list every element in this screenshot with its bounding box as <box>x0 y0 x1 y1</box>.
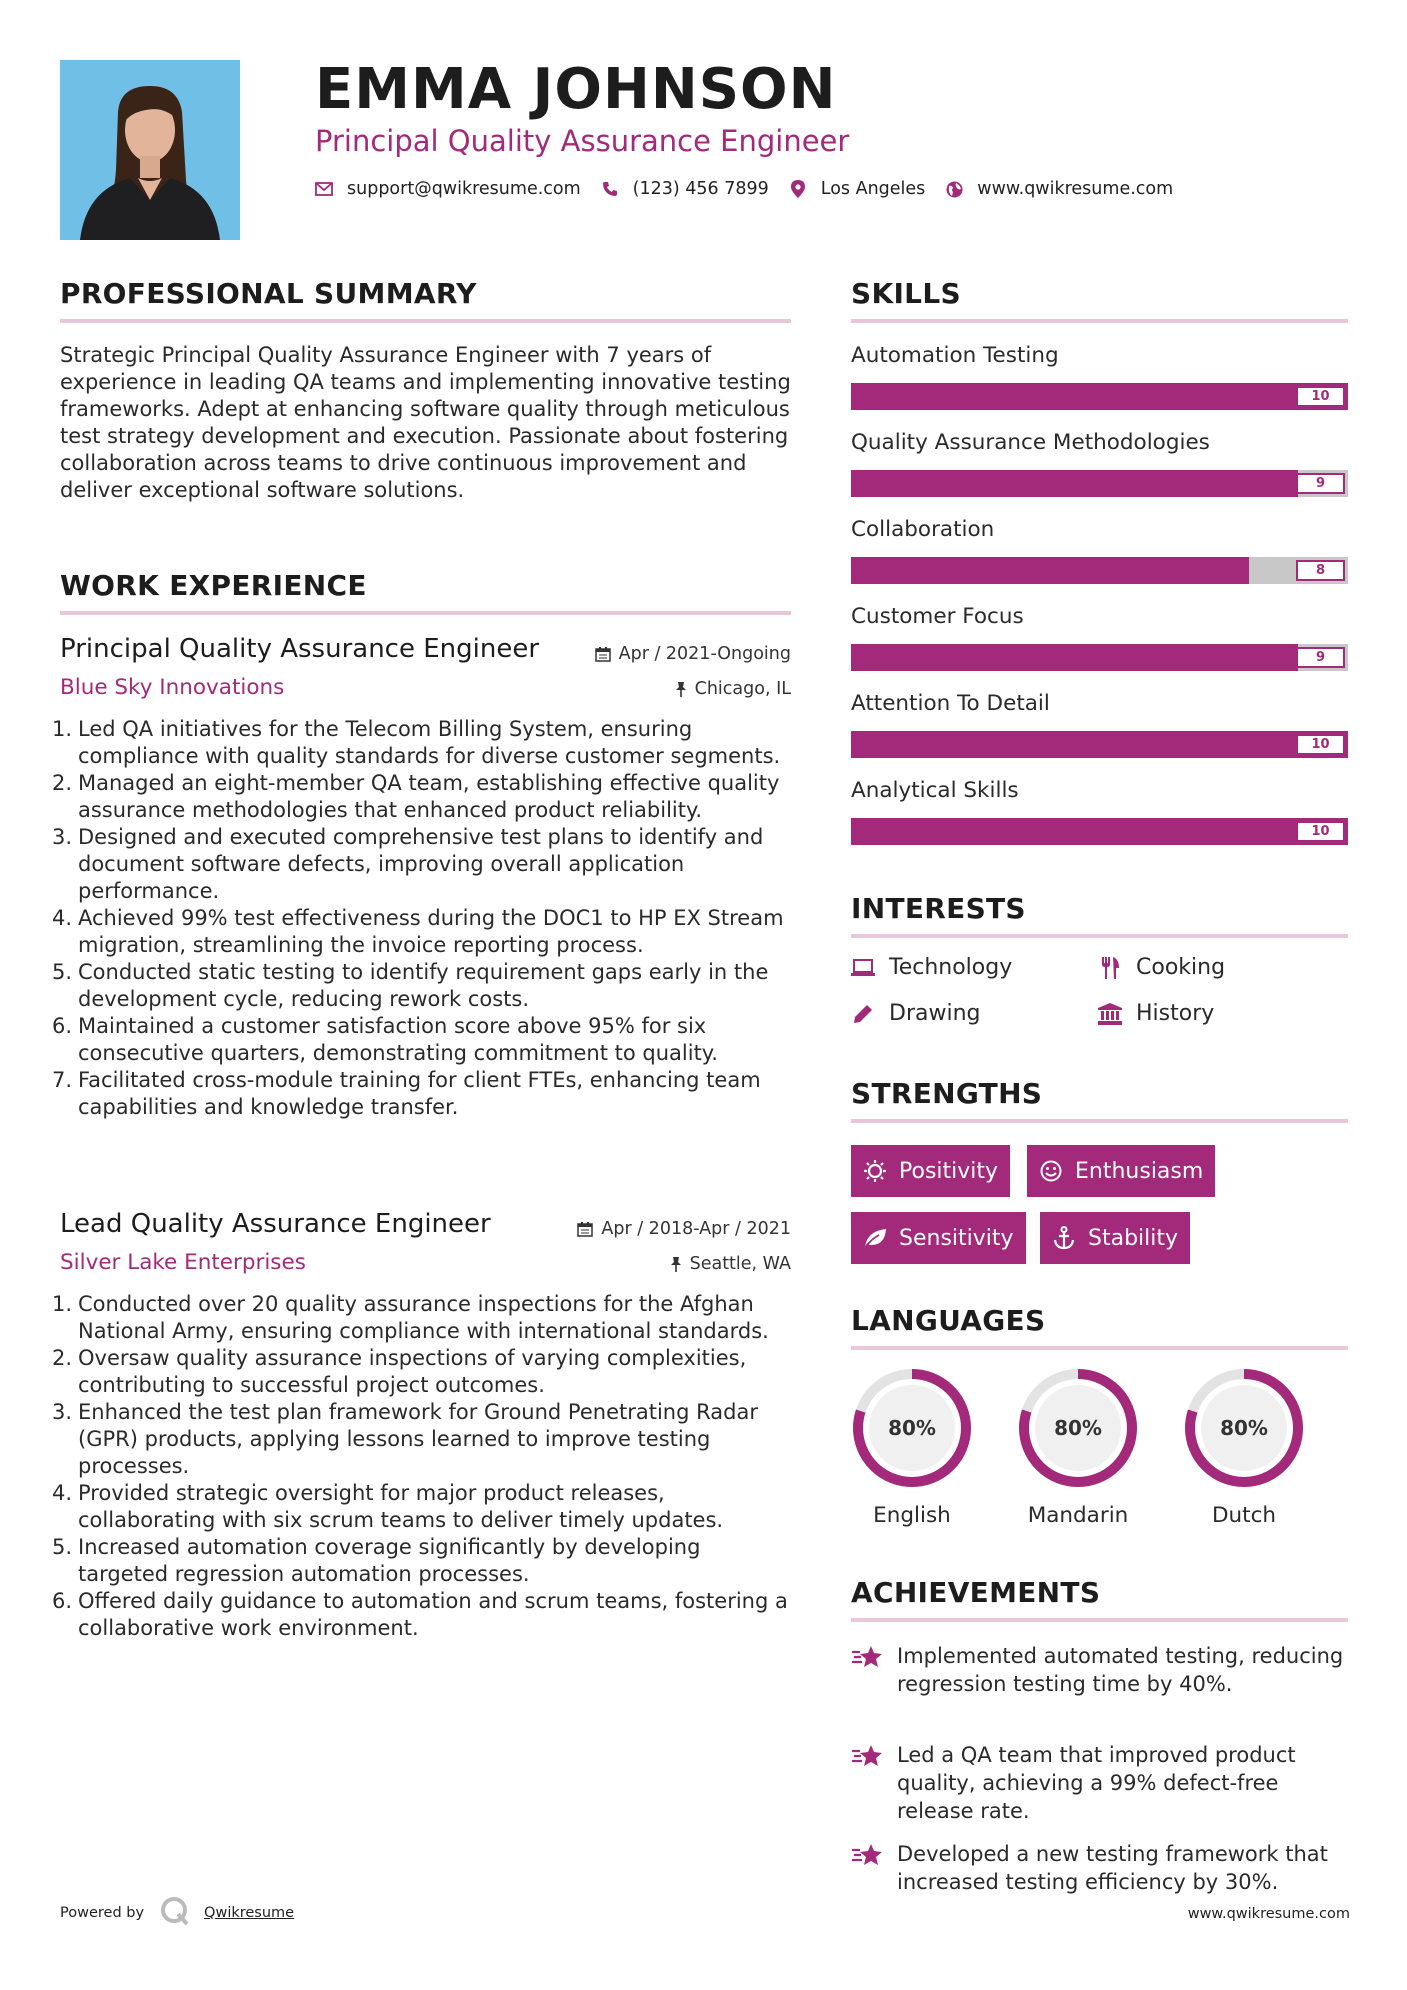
job-date <box>595 644 791 664</box>
job-bullet-list <box>52 1291 797 1642</box>
skill-score: 8 <box>1296 560 1345 581</box>
footer-website[interactable]: www.qwikresume.com <box>1187 1906 1350 1922</box>
job-date <box>577 1219 791 1239</box>
strength-label: Stability <box>1088 1225 1179 1251</box>
job-company: Blue Sky Innovations <box>60 675 285 700</box>
contact-bar <box>315 179 1193 199</box>
pushpin-icon <box>670 1256 682 1272</box>
list-item: 1. Conducted over 20 quality assurance inspections for the Afghan National Army, ensuring compliance with international standards. <box>52 1292 769 1343</box>
list-item: 3. Enhanced the test plan framework for Ground Penetrating Radar (GPR) products, applying lessons learned to improve testing processes. <box>52 1400 758 1478</box>
skill-bar <box>851 644 1348 671</box>
language-ring <box>849 1365 975 1491</box>
achievement-text: Led a QA team that improved product quality, achieving a 99% defect-free release rate. <box>897 1743 1296 1823</box>
powered-by-text: Powered by <box>60 1905 145 1921</box>
interest-label: Cooking <box>1136 955 1226 980</box>
interest-item <box>851 1001 980 1026</box>
strength-label: Sensitivity <box>899 1225 1014 1251</box>
languages-heading: LANGUAGES <box>851 1304 1046 1337</box>
achievement-item <box>851 1642 1351 1698</box>
job-bullet-list <box>52 716 797 1121</box>
shooting-star-icon <box>851 1741 885 1825</box>
skill-bar-fill <box>851 383 1348 410</box>
achievements-rule <box>851 1618 1348 1622</box>
location-text: Los Angeles <box>820 179 926 199</box>
skill-label: Collaboration <box>851 517 995 542</box>
job-title: Lead Quality Assurance Engineer <box>60 1209 491 1239</box>
achievements-heading: ACHIEVEMENTS <box>851 1576 1101 1609</box>
museum-icon <box>1098 1003 1122 1025</box>
skills-rule <box>851 319 1348 323</box>
skills-heading: SKILLS <box>851 277 961 310</box>
strength-badge <box>851 1212 1026 1264</box>
experience-rule <box>60 611 791 615</box>
skill-label: Attention To Detail <box>851 691 1050 716</box>
list-item: 4. Provided strategic oversight for major product releases, collaborating with six scrum teams to deliver timely updates. <box>52 1481 724 1532</box>
strengths-rule <box>851 1119 1348 1123</box>
list-item: 6. Maintained a customer satisfaction score above 95% for six consecutive quarters, demonstrating commitment to quality. <box>52 1014 718 1065</box>
skill-bar-fill <box>851 818 1348 845</box>
skill-bar-fill <box>851 644 1298 671</box>
interest-item <box>1098 1001 1214 1026</box>
interest-label: Technology <box>889 955 1013 980</box>
job-date-text: Apr / 2021-Ongoing <box>618 644 791 664</box>
list-item: 3. Designed and executed comprehensive test plans to identify and document software defects, improving overall application performance. <box>52 825 764 903</box>
interests-heading: INTERESTS <box>851 892 1026 925</box>
strength-label: Enthusiasm <box>1075 1158 1204 1184</box>
email-text: support@qwikresume.com <box>347 179 581 199</box>
strength-badge <box>1027 1145 1215 1197</box>
language-percent: 80% <box>1220 1416 1268 1440</box>
summary-heading: PROFESSIONAL SUMMARY <box>60 277 477 310</box>
achievement-item <box>851 1741 1351 1825</box>
interest-item <box>1098 955 1225 980</box>
skill-score: 10 <box>1296 821 1345 842</box>
qwikresume-link[interactable]: Qwikresume <box>204 1905 295 1921</box>
skill-score: 10 <box>1296 386 1345 407</box>
job-location <box>670 1254 791 1274</box>
skill-bar <box>851 818 1348 845</box>
summary-rule <box>60 319 791 323</box>
language-percent: 80% <box>888 1416 936 1440</box>
strength-label: Positivity <box>899 1158 999 1184</box>
language-name: English <box>873 1503 951 1528</box>
language-percent: 80% <box>1054 1416 1102 1440</box>
summary-text: Strategic Principal Quality Assurance Engineer with 7 years of experience in leading QA teams and implementing innovative testing frameworks. Adept at enhancing software quality through meticulous test strategy development and execution. Passionate about fostering collaboration across teams to drive continuous improvement and deliver exceptional software solutions. <box>60 343 791 502</box>
skill-bar <box>851 470 1348 497</box>
languages-rule <box>851 1346 1348 1350</box>
candidate-title: Principal Quality Assurance Engineer <box>315 124 850 158</box>
language-item <box>849 1365 975 1528</box>
interest-item <box>851 955 1012 980</box>
list-item: 5. Increased automation coverage significantly by developing targeted regression automation processes. <box>52 1535 701 1586</box>
language-item <box>1181 1365 1307 1528</box>
strengths-heading: STRENGTHS <box>851 1077 1043 1110</box>
calendar-icon <box>595 646 611 662</box>
interest-label: Drawing <box>889 1001 981 1026</box>
list-item: 5. Conducted static testing to identify requirement gaps early in the development cycle, reducing rework costs. <box>52 960 769 1011</box>
profile-photo <box>60 60 240 240</box>
skill-bar <box>851 557 1348 584</box>
envelope-icon <box>315 180 333 198</box>
list-item: 2. Managed an eight-member QA team, establishing effective quality assurance methodologies that enhanced product reliability. <box>52 771 780 822</box>
list-item: 6. Offered daily guidance to automation and scrum teams, fostering a collaborative work environment. <box>52 1589 788 1640</box>
skill-bar-fill <box>851 731 1348 758</box>
utensils-icon <box>1098 957 1122 979</box>
shooting-star-icon <box>851 1642 885 1698</box>
contact-phone[interactable] <box>601 179 769 199</box>
candidate-name: EMMA JOHNSON <box>315 57 837 122</box>
language-ring <box>1181 1365 1307 1491</box>
contact-email[interactable] <box>315 179 581 199</box>
laptop-icon <box>851 957 875 979</box>
strength-badge <box>1040 1212 1190 1264</box>
sun-icon <box>863 1159 887 1183</box>
job-company: Silver Lake Enterprises <box>60 1250 306 1275</box>
calendar-icon <box>577 1221 593 1237</box>
smile-icon <box>1039 1159 1063 1183</box>
skill-score: 9 <box>1296 473 1345 494</box>
skill-score: 10 <box>1296 734 1345 755</box>
skill-bar <box>851 383 1348 410</box>
strength-badge <box>851 1145 1010 1197</box>
skill-label: Automation Testing <box>851 343 1059 368</box>
skill-bar-fill <box>851 470 1298 497</box>
job-location-text: Chicago, IL <box>694 679 791 699</box>
achievement-text: Developed a new testing framework that increased testing efficiency by 30%. <box>897 1842 1328 1894</box>
achievement-text: Implemented automated testing, reducing regression testing time by 40%. <box>897 1644 1344 1696</box>
skill-bar <box>851 731 1348 758</box>
pushpin-icon <box>675 681 687 697</box>
interests-rule <box>851 934 1348 938</box>
website-text: www.qwikresume.com <box>977 179 1174 199</box>
skill-bar-fill <box>851 557 1249 584</box>
list-item: 7. Facilitated cross-module training for client FTEs, enhancing team capabilities and knowledge transfer. <box>52 1068 761 1119</box>
job-location <box>675 679 791 699</box>
map-pin-icon <box>789 180 807 198</box>
anchor-icon <box>1052 1226 1076 1250</box>
job-date-text: Apr / 2018-Apr / 2021 <box>601 1219 791 1239</box>
list-item: 4. Achieved 99% test effectiveness during the DOC1 to HP EX Stream migration, streamlining the invoice reporting process. <box>52 906 784 957</box>
language-name: Dutch <box>1211 1503 1277 1528</box>
interest-label: History <box>1136 1001 1215 1026</box>
footer-powered-by <box>60 1896 294 1930</box>
list-item: 2. Oversaw quality assurance inspections of varying complexities, contributing to successful project outcomes. <box>52 1346 747 1397</box>
list-item: 1. Led QA initiatives for the Telecom Billing System, ensuring compliance with quality standards for diverse customer segments. <box>52 717 781 768</box>
job-location-text: Seattle, WA <box>689 1254 791 1274</box>
language-item <box>1015 1365 1141 1528</box>
leaf-icon <box>863 1226 887 1250</box>
qwikresume-logo-icon <box>160 1896 190 1930</box>
skill-label: Customer Focus <box>851 604 1024 629</box>
phone-text: (123) 456 7899 <box>632 179 769 199</box>
language-name: Mandarin <box>1027 1503 1129 1528</box>
achievement-item <box>851 1840 1351 1896</box>
language-ring <box>1015 1365 1141 1491</box>
skill-label: Quality Assurance Methodologies <box>851 430 1210 455</box>
skill-score: 9 <box>1296 647 1345 668</box>
contact-location <box>789 179 926 199</box>
skill-label: Analytical Skills <box>851 778 1019 803</box>
contact-website[interactable] <box>945 179 1173 199</box>
experience-heading: WORK EXPERIENCE <box>60 569 367 602</box>
globe-icon <box>945 180 963 198</box>
shooting-star-icon <box>851 1840 885 1896</box>
phone-icon <box>601 180 619 198</box>
pencil-icon <box>851 1003 875 1025</box>
job-title: Principal Quality Assurance Engineer <box>60 634 540 664</box>
